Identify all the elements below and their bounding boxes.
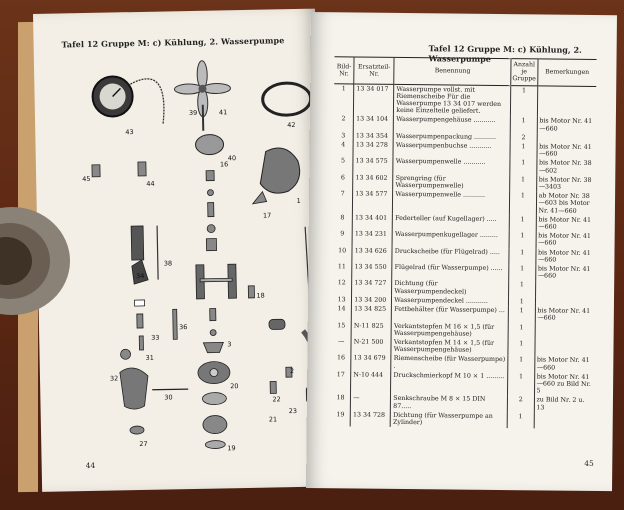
cell-anzahl: 1 [508, 297, 535, 306]
callout-1: 1 [296, 196, 301, 205]
cell-benennung: Flügelrad (für Wasserpumpe) ...... [392, 263, 509, 281]
cell-bild-nr: 3 [341, 132, 346, 140]
exploded-parts-drawing [74, 51, 322, 456]
callout-16: 16 [219, 160, 229, 169]
cell-anzahl: 1 [509, 264, 536, 281]
cell-bild-nr: 16 [336, 354, 346, 362]
cell-ersatzteil-nr: 13 34 231 [352, 230, 392, 247]
callout-36: 36 [178, 323, 188, 332]
cell-ersatzteil-nr: 13 34 401 [352, 213, 392, 230]
cell-ersatzteil-nr: 13 34 354 [353, 131, 393, 141]
cell-benennung: Dichtung (für Wasserpumpendeckel) [392, 279, 509, 297]
callout-27: 27 [139, 439, 148, 449]
callout-39: 39 [188, 108, 198, 118]
header-ersatzteil-nr: Ersatzteil-Nr. [354, 57, 394, 84]
cell-anzahl: 1 [509, 281, 536, 298]
callout-30: 30 [164, 393, 173, 402]
cell-bemerkungen: bis Motor Nr. 41—660 [534, 356, 593, 373]
cell-bild-nr: 8 [340, 214, 345, 222]
cell-ersatzteil-nr: 13 34 550 [352, 263, 392, 280]
cell-ersatzteil-nr: N-21 500 [351, 337, 391, 354]
header-anzahl: Anzahl je Gruppe [511, 59, 538, 86]
callout-3: 3 [227, 340, 232, 349]
cell-anzahl: 2 [510, 133, 537, 142]
cell-anzahl: 1 [510, 175, 537, 192]
left-page-number: 44 [85, 460, 96, 471]
cell-ersatzteil-nr: 13 34 602 [353, 173, 393, 190]
cell-bild-nr: 2 [341, 115, 346, 123]
cell-bild-nr: 9 [340, 230, 345, 238]
parts-table [331, 56, 597, 429]
cell-benennung: Fettbehälter (für Wasserpumpe) ... [392, 305, 509, 323]
cell-bild-nr: 19 [336, 411, 345, 419]
cell-ersatzteil-nr: 13 34 825 [351, 305, 391, 322]
table-row [333, 189, 595, 215]
ashtray-object [0, 205, 74, 317]
cell-bemerkungen: bis Motor Nr. 41—660 [535, 248, 594, 265]
table-row [331, 370, 593, 396]
cell-bild-nr: 1 [341, 84, 346, 92]
cell-anzahl: 1 [510, 117, 537, 134]
header-bild-nr: Bild-Nr. [334, 57, 354, 84]
cell-bemerkungen: bis Motor Nr. 41—660 [536, 232, 595, 249]
cell-ersatzteil-nr: N-10 444 [351, 370, 391, 394]
cell-benennung: Riemenscheibe (für Wasserpumpe) . [391, 354, 508, 372]
cell-ersatzteil-nr: 13 34 679 [351, 354, 391, 371]
cell-bild-nr: 18 [336, 394, 345, 402]
cell-anzahl: 1 [508, 306, 535, 323]
drive-belt [262, 83, 311, 116]
callout-23: 23 [288, 407, 298, 416]
cell-anzahl: 1 [509, 231, 536, 248]
cell-benennung: Wasserpumpe vollst. mit Riemenscheibe Für die Wasserpumpe 13 34 017 werden keine Einzelteile geliefert. [394, 84, 511, 117]
cell-anzahl: 1 [509, 191, 536, 215]
callout-21: 21 [268, 415, 278, 424]
cell-anzahl: 1 [509, 215, 536, 232]
cell-ersatzteil-nr: 13 34 104 [353, 115, 393, 132]
cell-ersatzteil-nr: 13 34 017 [354, 84, 394, 116]
callout-19: 19 [227, 444, 236, 453]
cell-ersatzteil-nr: N-11 825 [351, 321, 391, 338]
cell-benennung: Wasserpumpendeckel ........... [392, 296, 509, 306]
cell-ersatzteil-nr: 13 34 577 [353, 190, 393, 214]
cell-ersatzteil-nr: 13 34 575 [353, 157, 393, 174]
cell-bild-nr: 17 [336, 371, 345, 379]
cell-bild-nr: 7 [340, 190, 345, 198]
cell-benennung: Wasserpumpenpackung ........... [393, 132, 510, 142]
right-page-number: 45 [584, 458, 594, 468]
callout-43: 43 [125, 128, 134, 137]
cell-bild-nr: 12 [337, 279, 346, 287]
cell-benennung: Verkantstopfen M 16 × 1,5 (für Wasserpumpengehäuse) [391, 321, 508, 339]
callout-31: 31 [145, 353, 154, 362]
callout-44: 44 [146, 179, 155, 188]
callout-41: 41 [218, 108, 228, 117]
left-page [33, 9, 324, 492]
cell-ersatzteil-nr: 13 34 728 [350, 410, 390, 427]
water-pump-assembly [260, 148, 300, 194]
cell-ersatzteil-nr: — [351, 394, 391, 411]
cell-bemerkungen: bis Motor Nr. 41—660 [535, 306, 594, 323]
cell-anzahl: 1 [509, 248, 536, 265]
cell-bemerkungen: bis Motor Nr. 38—3403 [536, 175, 595, 192]
cell-bild-nr: 14 [337, 305, 346, 313]
callout-20: 20 [230, 382, 239, 391]
cell-anzahl: 1 [508, 339, 535, 356]
callout-45: 45 [82, 174, 91, 184]
cell-bild-nr: — [337, 338, 345, 346]
cell-anzahl: 1 [510, 159, 537, 176]
cell-benennung: Druckschmierkopf M 10 × 1 ......... [391, 371, 508, 396]
callout-18: 18 [256, 291, 265, 300]
callout-38: 38 [163, 259, 173, 268]
table-row [331, 410, 593, 429]
cell-benennung: Verkantstopfen M 14 × 1,5 (für Wasserpumpengehäuse) [391, 338, 508, 356]
cell-bemerkungen: bis Motor Nr. 41—660 [537, 117, 596, 134]
cell-bemerkungen: bis Motor Nr. 38—602 [536, 159, 595, 176]
right-page-heading: Tafel 12 Gruppe M: c) Kühlung, 2. Wasserpumpe [428, 43, 582, 64]
cell-bemerkungen: ab Motor Nr. 38—603 bis Motor Nr. 41—660 [536, 192, 595, 216]
cell-bemerkungen: zu Bild Nr. 2 u. 13 [534, 396, 593, 413]
callout-33: 33 [151, 333, 160, 342]
cell-anzahl: 1 [508, 372, 535, 396]
callout-34: 34 [135, 271, 145, 281]
cell-ersatzteil-nr: 13 34 727 [352, 279, 392, 296]
cell-anzahl: 1 [508, 323, 535, 340]
cell-benennung: Wasserpumpenwelle ........... [393, 157, 510, 175]
callout-42: 42 [287, 120, 296, 130]
cell-bild-nr: 11 [337, 263, 346, 271]
cell-bemerkungen [535, 323, 594, 340]
table-row [334, 83, 596, 117]
callout-17: 17 [262, 211, 272, 220]
callout-32: 32 [109, 374, 119, 383]
cell-anzahl: 1 [510, 142, 537, 159]
cell-bemerkungen [535, 281, 594, 298]
cell-benennung: Wasserpumpengehäuse ........... [394, 115, 511, 133]
cell-bemerkungen: bis Motor Nr. 41—660 [535, 264, 594, 281]
left-page-heading: Tafel 12 Gruppe M: c) Kühlung, 2. Wasserpumpe [61, 35, 285, 50]
cell-bemerkungen: bis Motor Nr. 41—660 zu Bild Nr. 5 [534, 372, 593, 396]
cell-anzahl: 1 [508, 355, 535, 372]
cell-bild-nr: 6 [340, 174, 345, 182]
cell-ersatzteil-nr: 13 34 278 [353, 140, 393, 157]
cell-benennung: Senkschraube M 8 × 15 DIN 87..... [391, 394, 508, 412]
callout-2: 2 [289, 367, 295, 376]
cell-bild-nr: 13 [337, 296, 346, 304]
cell-bemerkungen [534, 339, 593, 356]
cell-anzahl: 1 [510, 85, 537, 117]
cell-benennung: Dichtung (für Wasserpumpe an Zylinder) [390, 411, 507, 429]
cell-bemerkungen: bis Motor Nr. 41—660 [536, 215, 595, 232]
callout-40: 40 [227, 154, 237, 163]
cell-benennung: Federteller (auf Kugellager) ..... [393, 214, 510, 232]
cell-anzahl: 1 [507, 412, 534, 429]
right-page [306, 12, 617, 491]
cell-bild-nr: 5 [340, 157, 346, 165]
cell-bild-nr: 4 [341, 141, 346, 149]
cell-benennung: Wasserpumpenkugellager ......... [392, 230, 509, 248]
cell-bild-nr: 15 [337, 321, 346, 329]
header-bemerkungen: Bemerkungen [537, 59, 596, 86]
cell-bemerkungen [537, 85, 596, 117]
table-header-row [334, 57, 596, 86]
cell-benennung: Wasserpumpenwelle ........... [393, 190, 510, 215]
cell-benennung: Druckscheibe (für Flügelrad) ..... [392, 247, 509, 265]
cell-bemerkungen [534, 412, 593, 429]
cell-benennung: Wasserpumpenbuchse ........... [393, 141, 510, 159]
cell-bild-nr: 10 [338, 246, 347, 255]
cell-ersatzteil-nr: 13 34 626 [352, 246, 392, 263]
cell-benennung: Sprengring (für Wasserpumpenwelle) [393, 174, 510, 192]
cell-ersatzteil-nr: 13 34 200 [352, 295, 392, 305]
cell-anzahl: 2 [507, 395, 534, 412]
cell-bemerkungen: bis Motor Nr. 41—660 [537, 142, 596, 159]
callout-22: 22 [272, 395, 281, 404]
header-benennung: Benennung [394, 57, 511, 85]
pulley [195, 134, 223, 155]
